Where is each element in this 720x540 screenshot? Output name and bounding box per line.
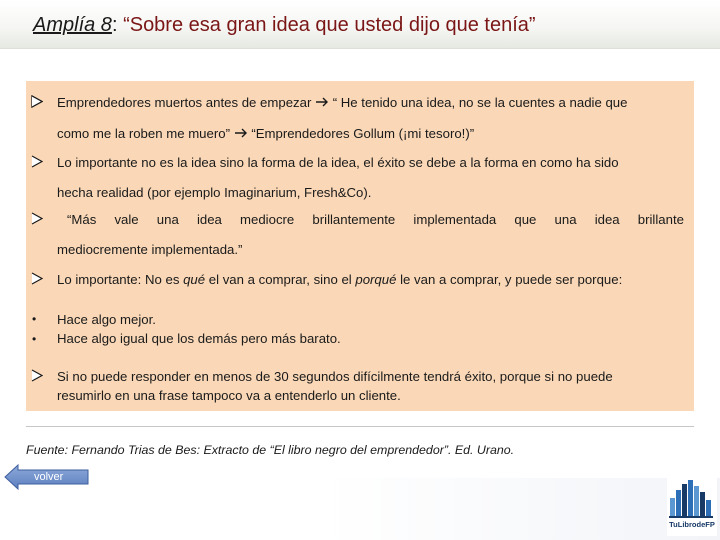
title-separator: : — [111, 14, 118, 36]
bullet-2-line-1: Lo importante no es la idea sino la forma de la idea, el éxito se debe a la forma en como ha sido — [57, 155, 619, 170]
logo-text: TuLibrodeFP — [669, 520, 715, 529]
title-bar — [0, 0, 720, 49]
bullet-5-line-2: resumirlo en una frase tampoco va a entenderlo un cliente. — [57, 388, 401, 403]
bullet-1-text-b: “ He tenido una idea, no se la cuentes a nadie que — [332, 95, 628, 110]
sub-bullet-2: Hace algo igual que los demás pero más barato. — [57, 331, 341, 346]
title-quote: “Sobre esa gran idea que usted dijo que tenía” — [123, 14, 536, 36]
bullet-2-line-2: hecha realidad (por ejemplo Imaginarium, Fresh&Co). — [57, 185, 372, 200]
emphasis-que: qué — [183, 272, 206, 287]
slide-title — [33, 14, 536, 37]
dot-bullet-icon: • — [32, 332, 37, 346]
source-citation: Fuente: Fernando Trias de Bes: Extracto de “El libro negro del emprendedor”. Ed. Urano. — [26, 426, 694, 457]
emphasis-porque: porqué — [355, 272, 397, 287]
title-lead: Amplía 8 — [33, 14, 112, 36]
bullet-1-text-a: Emprendedores muertos antes de empezar — [57, 95, 312, 110]
bullet-1-text-c: como me la roben me muero” — [57, 126, 230, 141]
arrow-bullet-icon — [31, 369, 43, 385]
arrow-bullet-icon — [31, 155, 43, 171]
volver-label[interactable]: volver — [34, 471, 64, 483]
right-arrow-icon — [315, 95, 333, 110]
arrow-bullet-icon — [31, 95, 43, 111]
bullet-4-line: Lo importante: No es qué el van a comprar, sino el porqué le van a comprar, y puede ser porque: — [57, 272, 623, 287]
right-arrow-icon — [234, 126, 252, 141]
arrow-bullet-icon — [31, 272, 43, 288]
bullet-5-line-1: Si no puede responder en menos de 30 segundos difícilmente tendrá éxito, porque si no puede — [57, 369, 613, 384]
bullet-3-line-1: “Más vale una idea mediocre brillantemente implementada que una idea brillante — [67, 212, 684, 227]
content-panel — [26, 81, 694, 411]
sub-bullet-1: Hace algo mejor. — [57, 312, 156, 327]
books-logo-icon — [667, 478, 717, 520]
dot-bullet-icon: • — [32, 312, 37, 326]
bullet-3-line-2: mediocremente implementada.” — [57, 242, 243, 257]
bullet-1-text-d: “Emprendedores Gollum (¡mi tesoro!)” — [251, 126, 475, 141]
arrow-bullet-icon — [31, 212, 43, 228]
footer-strip — [0, 478, 720, 540]
